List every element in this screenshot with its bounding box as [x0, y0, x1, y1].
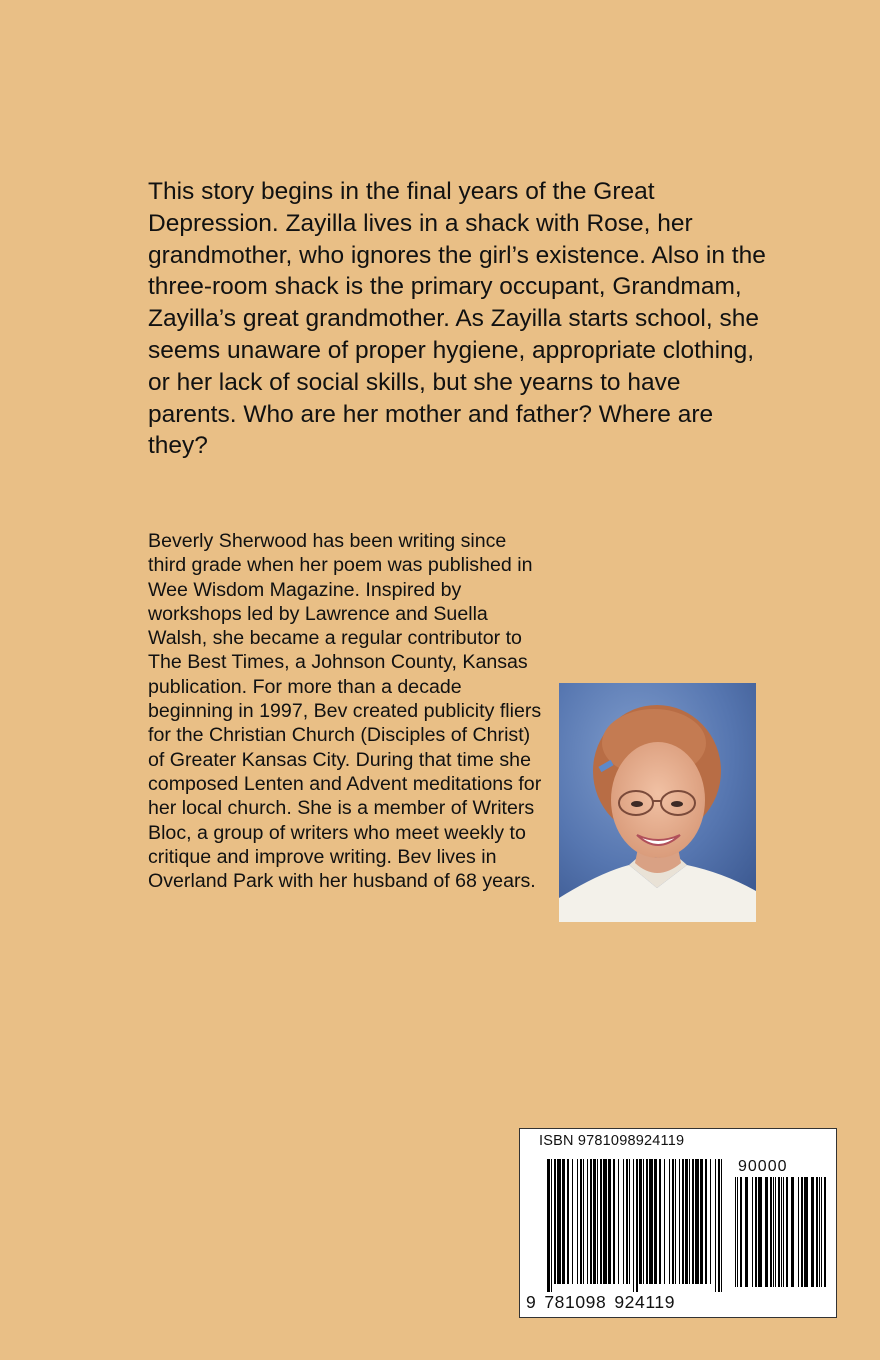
- barcode-bar: [675, 1159, 676, 1284]
- price-addon-bars: [735, 1177, 827, 1295]
- barcode-bar: [695, 1159, 699, 1284]
- barcode-bar: [577, 1159, 578, 1284]
- barcode-bar: [633, 1159, 634, 1292]
- barcode-bar: [679, 1159, 680, 1284]
- barcode-bar: [649, 1159, 653, 1284]
- barcode-bar: [758, 1177, 762, 1287]
- barcode-bar: [721, 1159, 722, 1292]
- barcode-bar: [811, 1177, 814, 1287]
- barcode-bar: [755, 1177, 757, 1287]
- barcode-bar: [618, 1159, 619, 1284]
- barcode-bar: [735, 1177, 736, 1287]
- barcode-bar: [590, 1159, 592, 1284]
- book-description: This story begins in the final years of the Great Depression. Zayilla lives in a shack with Rose, her grandmother, who ignores the girl’s existence. Also in the three-room shack is the primary occupant, Grandmam, Zayilla’s great grandmother. As Zayilla starts school, she seems unaware of proper hygiene, appropriate clothing, or her lack of social skills, but she yearns to have parents. Who are her mother and father? Where are they?: [148, 178, 766, 460]
- barcode-bar: [692, 1159, 694, 1284]
- barcode-bar: [654, 1159, 657, 1284]
- barcode-bar: [718, 1159, 720, 1292]
- barcode-bar: [639, 1159, 642, 1284]
- ean-digit-group-left: 781098: [544, 1292, 607, 1312]
- barcode-bar: [791, 1177, 794, 1287]
- barcode-bar: [705, 1159, 707, 1284]
- isbn-label: ISBN 9781098924119: [539, 1133, 685, 1149]
- barcode-bar: [740, 1177, 742, 1287]
- barcode-bar: [659, 1159, 661, 1284]
- barcode-bar: [646, 1159, 648, 1284]
- author-bio: Beverly Sherwood has been writing since third grade when her poem was published in Wee Wisdom Magazine. Inspired by workshops led by Lawrence and Suella Walsh, she became a regular contributor to The Best Times, a Johnson County, Kansas publication. For more than a decade beginning in 1997, Bev created publicity fliers for the Christian Church (Disciples of Christ) of Greater Kansas City. During that time she composed Lenten and Advent meditations for her local church. She is a member of Writers Bloc, a group of writers who meet weekly to critique and improve writing. Bev lives in Overland Park with her husband of 68 years.: [148, 530, 542, 893]
- barcode-bar: [752, 1177, 753, 1287]
- barcode-bar: [613, 1159, 615, 1284]
- barcode-bar: [669, 1159, 670, 1284]
- barcode-bar: [600, 1159, 602, 1284]
- barcode-bar: [798, 1177, 799, 1287]
- barcode-bar: [623, 1159, 624, 1284]
- barcode-bar: [689, 1159, 690, 1284]
- ean-barcode-bars: [547, 1159, 723, 1292]
- barcode-bar: [775, 1177, 776, 1287]
- barcode-bar: [547, 1159, 550, 1292]
- barcode-bar: [572, 1159, 573, 1284]
- price-code: 90000: [738, 1158, 788, 1175]
- barcode-bar: [783, 1177, 784, 1287]
- barcode-bar: [821, 1177, 822, 1287]
- barcode-bar: [597, 1159, 598, 1284]
- barcode-bar: [593, 1159, 596, 1284]
- barcode-bar: [629, 1159, 630, 1284]
- ean-digit-group-right: 924119: [614, 1292, 676, 1312]
- barcode-bar: [583, 1159, 584, 1284]
- barcode-bar: [587, 1159, 588, 1284]
- barcode-bar: [786, 1177, 788, 1287]
- barcode-bar: [781, 1177, 782, 1287]
- barcode-bar: [816, 1177, 818, 1287]
- barcode-bar: [580, 1159, 582, 1284]
- barcode-bar: [562, 1159, 565, 1284]
- barcode-bar: [824, 1177, 826, 1287]
- barcode-bar: [710, 1159, 711, 1284]
- barcode-bar: [745, 1177, 748, 1287]
- barcode-bar: [643, 1159, 644, 1284]
- barcode-bar: [770, 1177, 772, 1287]
- barcode-bar: [567, 1159, 569, 1284]
- barcode-bar: [773, 1177, 774, 1287]
- barcode-bar: [765, 1177, 768, 1287]
- barcode-bar: [608, 1159, 611, 1284]
- barcode-bar: [685, 1159, 688, 1284]
- barcode-bar: [672, 1159, 674, 1284]
- barcode-bar: [682, 1159, 684, 1284]
- barcode-bar: [551, 1159, 552, 1292]
- barcode-bar: [819, 1177, 820, 1287]
- barcode-bar: [626, 1159, 628, 1284]
- author-photo: [559, 683, 756, 922]
- isbn-barcode: [519, 1128, 837, 1318]
- barcode-bar: [664, 1159, 665, 1284]
- barcode-bar: [737, 1177, 738, 1287]
- barcode-bar: [804, 1177, 808, 1287]
- ean-digits: [526, 1292, 683, 1313]
- ean-digit-prefix: 9: [526, 1292, 537, 1312]
- barcode-bar: [801, 1177, 803, 1287]
- barcode-bar: [603, 1159, 607, 1284]
- barcode-bar: [778, 1177, 780, 1287]
- barcode-bar: [554, 1159, 556, 1284]
- barcode-bar: [715, 1159, 716, 1292]
- barcode-bar: [557, 1159, 561, 1284]
- barcode-bar: [700, 1159, 703, 1284]
- barcode-bar: [636, 1159, 638, 1292]
